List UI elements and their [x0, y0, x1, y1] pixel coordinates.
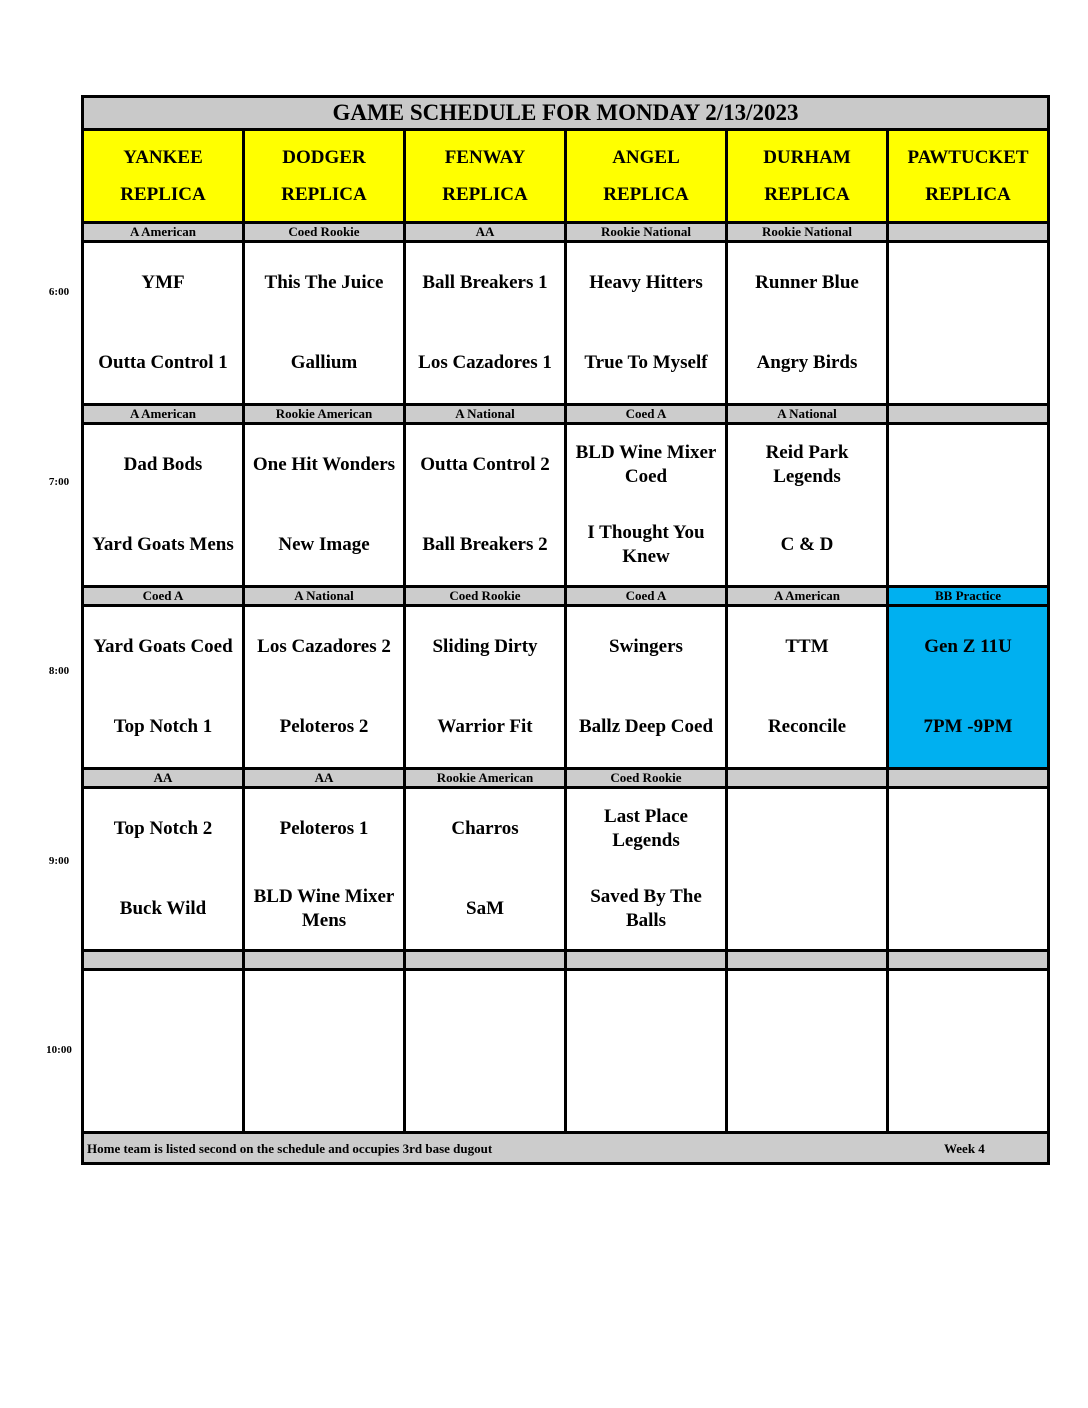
home-team-note: Home team is listed second on the schedule and occupies 3rd base dugout [87, 1141, 493, 1156]
game-cell [83, 970, 244, 1133]
division-label: A American [83, 405, 244, 424]
home-team [567, 1051, 725, 1131]
division-label [888, 223, 1049, 242]
division-label: Rookie American [244, 405, 405, 424]
away-team: Last Place Legends [604, 806, 688, 851]
away-team: Outta Control 2 [420, 454, 550, 475]
away-team: Top Notch 2 [113, 818, 213, 839]
field-header-fenway [405, 130, 566, 223]
home-team [84, 1051, 242, 1131]
game-row [83, 970, 1049, 1133]
game-cell [83, 242, 244, 405]
away-team: Peloteros 1 [279, 818, 369, 839]
practice-team: Gen Z 11U [924, 636, 1012, 657]
week-label: Week 4 [944, 1141, 985, 1156]
time-label: 7:00 [48, 475, 70, 488]
away-team: Charros [451, 818, 519, 839]
field-name: DURHAM [763, 147, 851, 168]
game-cell [566, 970, 727, 1133]
home-team [889, 505, 1047, 585]
away-team: BLD Wine Mixer Coed [575, 442, 717, 487]
home-team: Peloteros 2 [279, 716, 369, 737]
away-team [889, 789, 1047, 869]
division-label [83, 951, 244, 970]
division-label: Coed Rookie [244, 223, 405, 242]
away-team: Sliding Dirty [432, 636, 538, 657]
away-team: YMF [141, 272, 185, 293]
home-team: Ballz Deep Coed [578, 716, 714, 737]
game-cell [727, 788, 888, 951]
time-label: 10:00 [46, 1044, 72, 1056]
game-cell [83, 788, 244, 951]
home-team: I Thought You Knew [587, 522, 705, 567]
home-team [889, 1051, 1047, 1131]
game-cell [405, 788, 566, 951]
away-team [889, 243, 1047, 323]
away-team: One Hit Wonders [252, 454, 396, 475]
home-team [728, 1051, 886, 1131]
away-team: Dad Bods [123, 454, 203, 475]
division-label [888, 951, 1049, 970]
game-cell [888, 788, 1049, 951]
game-cell [244, 424, 405, 587]
field-subtitle: REPLICA [442, 184, 528, 205]
division-label: Rookie American [405, 769, 566, 788]
field-subtitle: REPLICA [925, 184, 1011, 205]
away-team: Runner Blue [755, 272, 859, 293]
game-cell [888, 242, 1049, 405]
away-team: Heavy Hitters [589, 272, 703, 293]
game-cell [727, 970, 888, 1133]
away-team [889, 971, 1047, 1051]
home-team [245, 1051, 403, 1131]
game-cell [888, 424, 1049, 587]
home-team: Ball Breakers 2 [422, 534, 548, 555]
home-team: True To Myself [584, 352, 708, 373]
division-label: AA [83, 769, 244, 788]
home-team: Buck Wild [119, 898, 207, 919]
division-label: Coed A [566, 587, 727, 606]
field-header-yankee [83, 130, 244, 223]
division-label: A American [83, 223, 244, 242]
field-name: YANKEE [123, 147, 203, 168]
division-label: Rookie National [727, 223, 888, 242]
division-label [727, 951, 888, 970]
home-team [889, 323, 1047, 403]
division-label: Coed Rookie [566, 769, 727, 788]
away-team [728, 789, 886, 869]
game-row [83, 606, 1049, 769]
field-name: PAWTUCKET [907, 147, 1029, 168]
home-team: Top Notch 1 [113, 716, 213, 737]
time-label: 9:00 [48, 854, 70, 867]
away-team: Swingers [609, 636, 683, 657]
home-team: Angry Birds [756, 352, 858, 373]
division-label [244, 951, 405, 970]
division-row [83, 405, 1049, 424]
game-cell [405, 606, 566, 769]
away-team [567, 971, 725, 1051]
field-header-durham [727, 130, 888, 223]
away-team: Ball Breakers 1 [422, 272, 548, 293]
away-team: Reid Park Legends [765, 442, 849, 487]
practice-cell [888, 606, 1049, 769]
field-subtitle: REPLICA [120, 184, 206, 205]
game-cell [405, 242, 566, 405]
division-label: Rookie National [566, 223, 727, 242]
game-cell [83, 424, 244, 587]
away-team: This The Juice [264, 272, 384, 293]
home-team: BLD Wine Mixer Mens [253, 886, 395, 931]
home-team: Outta Control 1 [98, 352, 228, 373]
game-cell [244, 970, 405, 1133]
division-label [888, 405, 1049, 424]
home-team [889, 869, 1047, 949]
field-header-row [83, 130, 1049, 223]
away-team [728, 971, 886, 1051]
division-label: Coed A [566, 405, 727, 424]
game-cell [727, 424, 888, 587]
field-subtitle: REPLICA [603, 184, 689, 205]
game-row [83, 788, 1049, 951]
home-team: Reconcile [767, 716, 847, 737]
game-cell [405, 970, 566, 1133]
game-cell [727, 242, 888, 405]
game-cell [244, 242, 405, 405]
game-cell [888, 970, 1049, 1133]
game-cell [566, 424, 727, 587]
game-cell [566, 788, 727, 951]
game-cell [727, 606, 888, 769]
footer [83, 1133, 1049, 1164]
game-row [83, 424, 1049, 587]
away-team [245, 971, 403, 1051]
division-label: A National [405, 405, 566, 424]
away-team [406, 971, 564, 1051]
division-label: Coed A [83, 587, 244, 606]
home-team: SaM [466, 898, 504, 919]
division-row [83, 769, 1049, 788]
division-label [888, 769, 1049, 788]
time-slots [83, 223, 1049, 1133]
time-label: 8:00 [48, 665, 70, 677]
home-team: Los Cazadores 1 [418, 352, 552, 373]
away-team [889, 425, 1047, 505]
division-row [83, 223, 1049, 242]
away-team: Los Cazadores 2 [257, 636, 391, 657]
time-label: 6:00 [48, 286, 70, 298]
division-label: A American [727, 587, 888, 606]
practice-time: 7PM -9PM [923, 716, 1013, 737]
schedule-table [81, 95, 1050, 1165]
game-cell [566, 606, 727, 769]
division-label [566, 951, 727, 970]
field-name: ANGEL [612, 147, 680, 168]
home-team: Warrior Fit [437, 716, 533, 737]
division-label: AA [244, 769, 405, 788]
division-label: A National [244, 587, 405, 606]
division-label: Coed Rookie [405, 587, 566, 606]
away-team [84, 971, 242, 1051]
division-label: A National [727, 405, 888, 424]
division-row [83, 951, 1049, 970]
field-name: DODGER [282, 147, 366, 168]
division-label [405, 951, 566, 970]
game-row [83, 242, 1049, 405]
away-team: TTM [785, 636, 829, 657]
division-row [83, 587, 1049, 606]
division-label: BB Practice [888, 587, 1049, 606]
field-header-pawtucket [888, 130, 1049, 223]
home-team [728, 869, 886, 949]
home-team: New Image [278, 534, 370, 555]
field-name: FENWAY [444, 147, 526, 168]
home-team: C & D [780, 534, 834, 555]
game-cell [244, 606, 405, 769]
field-header-dodger [244, 130, 405, 223]
division-label: AA [405, 223, 566, 242]
game-cell [83, 606, 244, 769]
schedule-title: GAME SCHEDULE FOR MONDAY 2/13/2023 [83, 97, 1049, 130]
game-cell [244, 788, 405, 951]
home-team: Saved By The Balls [590, 886, 702, 931]
field-subtitle: REPLICA [764, 184, 850, 205]
game-cell [405, 424, 566, 587]
away-team: Yard Goats Coed [93, 636, 233, 657]
division-label [727, 769, 888, 788]
home-team [406, 1051, 564, 1131]
field-header-angel [566, 130, 727, 223]
field-subtitle: REPLICA [281, 184, 367, 205]
home-team: Gallium [290, 352, 358, 373]
home-team: Yard Goats Mens [92, 534, 234, 555]
game-cell [566, 242, 727, 405]
